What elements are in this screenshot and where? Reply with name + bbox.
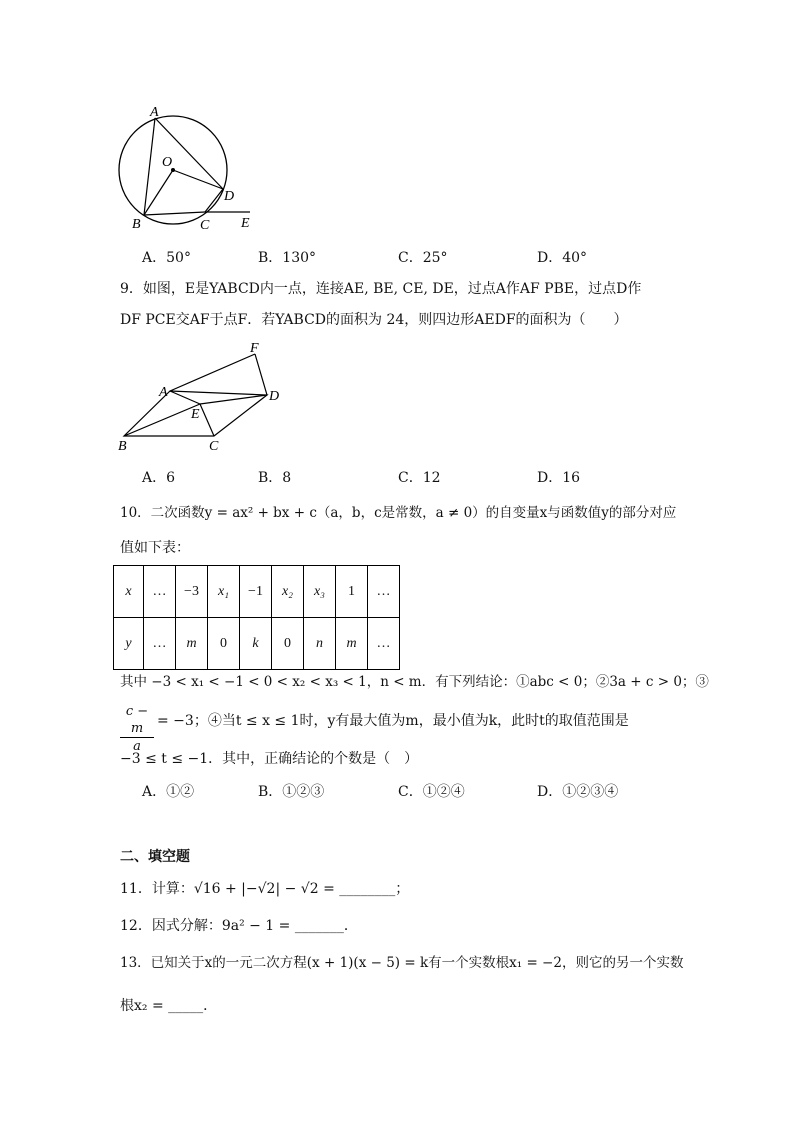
- table-cell: −3: [176, 566, 208, 618]
- q13-line2: 根x₂ = _____．: [120, 998, 218, 1014]
- label-b: B: [118, 439, 127, 454]
- option-text: ①②③: [282, 784, 325, 800]
- table-cell: m: [336, 618, 368, 670]
- q12: 12．因式分解：9a² − 1 = _______．: [120, 918, 358, 934]
- option-letter: D．: [537, 250, 563, 266]
- option-text: 16: [562, 470, 581, 486]
- q10-line2: 值如下表：: [120, 540, 190, 556]
- option-text: 12: [422, 470, 441, 486]
- option-text: 6: [166, 470, 176, 486]
- label-f: F: [250, 341, 259, 356]
- option-text: 8: [282, 470, 292, 486]
- label-b: B: [132, 217, 141, 232]
- q8-option-d[interactable]: [537, 247, 587, 267]
- q10-line3: 其中 −3 < x₁ < −1 < 0 < x₂ < x₃ < 1，n < m．有下列结论：①abc < 0；②3a + c > 0；③: [120, 674, 709, 690]
- q8-option-b[interactable]: [258, 247, 316, 267]
- table-cell: 0: [208, 618, 240, 670]
- option-text: 40°: [562, 250, 588, 266]
- q9-option-c[interactable]: [398, 467, 441, 487]
- q11: 11．计算：√16 + |−√2| − √2 = ________；: [120, 881, 410, 897]
- option-text: ①②: [166, 784, 195, 800]
- q10-line4: = −3；④当t ≤ x ≤ 1时，y有最大值为m，最小值为k，此时t的取值范围是: [157, 713, 629, 729]
- table-cell: n: [304, 618, 336, 670]
- label-e: E: [191, 407, 200, 422]
- section-heading: 二、填空题: [120, 849, 190, 865]
- option-text: 25°: [422, 250, 448, 266]
- q10-line5: −3 ≤ t ≤ −1．其中，正确结论的个数是（ ）: [120, 751, 419, 767]
- option-letter: D．: [537, 784, 563, 800]
- option-letter: D．: [537, 470, 563, 486]
- segment-ad: [155, 118, 223, 189]
- label-c: C: [209, 439, 219, 454]
- q8-option-a[interactable]: [142, 247, 191, 267]
- q10-option-c[interactable]: [398, 781, 465, 801]
- option-letter: B．: [258, 250, 283, 266]
- parallelogram-figure: [112, 338, 292, 456]
- segment-cd: [205, 189, 223, 212]
- table-row-x: [114, 566, 400, 618]
- q9-line1: 9．如图，E是YABCD内一点，连接AE, BE, CE, DE，过点A作AF PBE，过点D作: [120, 281, 642, 297]
- fraction-numerator: c − m: [120, 703, 154, 738]
- table-cell: …: [368, 618, 400, 670]
- q9-line2: DF PCE交AF于点F．若YABCD的面积为 24，则四边形AEDF的面积为（ ）: [120, 312, 628, 328]
- option-letter: B．: [258, 470, 283, 486]
- segment-bc: [144, 212, 205, 215]
- segment-ae: [170, 391, 200, 404]
- table-cell: 0: [272, 618, 304, 670]
- option-letter: A．: [142, 470, 167, 486]
- label-c: C: [200, 218, 210, 233]
- option-text: ①②④: [422, 784, 465, 800]
- segment-od: [173, 170, 223, 189]
- table-cell: x₂: [272, 566, 304, 618]
- label-e: E: [241, 216, 250, 231]
- label-a: A: [159, 385, 168, 400]
- table-cell: …: [368, 566, 400, 618]
- table-cell: …: [144, 618, 176, 670]
- label-a: A: [150, 105, 159, 120]
- table-cell: m: [176, 618, 208, 670]
- circle-figure: [110, 100, 280, 235]
- fraction-denominator: a: [133, 739, 141, 754]
- option-letter: C．: [398, 784, 423, 800]
- table-cell: k: [240, 618, 272, 670]
- option-letter: A．: [142, 250, 167, 266]
- segment-ce: [200, 404, 214, 436]
- option-letter: B．: [258, 784, 283, 800]
- segment-fd: [255, 354, 267, 395]
- q10-option-b[interactable]: [258, 781, 324, 801]
- option-text: ①②③④: [562, 784, 619, 800]
- table-cell: x₃: [304, 566, 336, 618]
- label-d: D: [269, 389, 280, 404]
- table-cell: x: [114, 566, 144, 618]
- q10-option-a[interactable]: [142, 781, 194, 801]
- table-cell: …: [144, 566, 176, 618]
- table-cell: −1: [240, 566, 272, 618]
- table-cell: y: [114, 618, 144, 670]
- q9-option-b[interactable]: [258, 467, 291, 487]
- table-cell: x₁: [208, 566, 240, 618]
- q13-line1: 13．已知关于x的一元二次方程(x + 1)(x − 5) = k有一个实数根x₁ = −2，则它的另一个实数: [120, 955, 684, 971]
- option-letter: C．: [398, 250, 423, 266]
- table-cell: 1: [336, 566, 368, 618]
- label-o: O: [162, 155, 173, 170]
- q9-option-a[interactable]: [142, 467, 175, 487]
- fraction: [120, 703, 154, 755]
- option-letter: C．: [398, 470, 423, 486]
- label-d: D: [224, 189, 235, 204]
- segment-af: [170, 354, 255, 391]
- option-text: 130°: [282, 250, 317, 266]
- table-row-y: [114, 618, 400, 670]
- segment-be: [124, 404, 200, 436]
- q10-option-d[interactable]: [537, 781, 618, 801]
- value-table: [113, 565, 400, 670]
- option-text: 50°: [166, 250, 191, 266]
- q8-option-c[interactable]: [398, 247, 448, 267]
- option-letter: A．: [142, 784, 167, 800]
- q9-option-d[interactable]: [537, 467, 580, 487]
- q10-line1: 10．二次函数y = ax² + bx + c（a，b，c是常数，a ≠ 0）的自变量x与函数值y的部分对应: [120, 505, 677, 521]
